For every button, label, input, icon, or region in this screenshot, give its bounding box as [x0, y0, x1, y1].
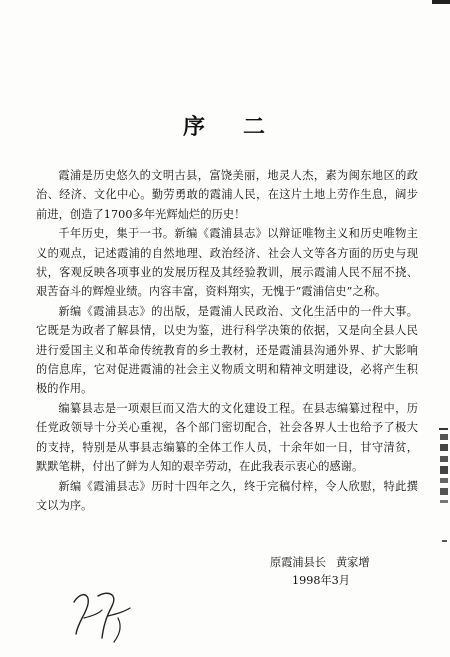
preface-body: [36, 166, 418, 515]
paragraph-2: 千年历史，集于一书。新编《霞浦县志》以辩证唯物主义和历史唯物主义的观点，记述霞浦的自然地理、政治经济、社会人文等各方面的历史与现状，客观反映各项事业的发展历程及其经验教训，展示霞浦人民不屈不挠、艰苦奋斗的辉煌业绩。内容丰富，资料翔实，无愧于“霞浦信史”之称。: [36, 227, 418, 299]
page-title: [0, 110, 450, 141]
page-edge-mark: [432, 0, 450, 4]
title-char-1: 序: [182, 114, 207, 140]
signoff-date: 1998年3月: [292, 574, 350, 587]
binding-edge-marks: [436, 428, 450, 548]
handwritten-signature: [68, 588, 138, 648]
paragraph-1: 霞浦是历史悠久的文明古县，富饶美丽，地灵人杰，素为闽东地区的政治、经济、文化中心。勤劳勇敢的霞浦人民，在这片土地上劳作生息，阔步前进，创造了1700多年光辉灿烂的历史！: [36, 169, 418, 221]
author-position: 原霞浦县长: [270, 556, 326, 569]
paragraph-4: 编纂县志是一项艰巨而又浩大的文化建设工程。在县志编纂过程中，历任党政领导十分关心重视，各个部门密切配合，社会各界人士也给予了极大的支持，特别是从事县志编纂的全体工作人员，十余年如一日，甘守清贫，默默笔耕，付出了鲜为人知的艰辛劳动，在此我表示衷心的感谢。: [36, 401, 418, 474]
signoff-block: [270, 554, 370, 590]
paragraph-5: 新编《霞浦县志》历时十四年之久，终于完稿付梓，令人欣慰，特此撰文以为序。: [36, 479, 418, 512]
author-line: [270, 554, 370, 572]
title-char-2: 二: [243, 114, 268, 140]
paragraph-3: 新编《霞浦县志》的出版，是霞浦人民政治、文化生活中的一件大事。它既是为政者了解县情，以史为鉴，进行科学决策的依据，又是向全县人民进行爱国主义和革命传统教育的乡土教材，还是霞浦县沟通外界、扩大影响的信息库，它对促进霞浦的社会主义物质文明和精神文明建设，必将产生积极的作用。: [36, 304, 418, 396]
author-name: 黄家增: [335, 556, 370, 569]
